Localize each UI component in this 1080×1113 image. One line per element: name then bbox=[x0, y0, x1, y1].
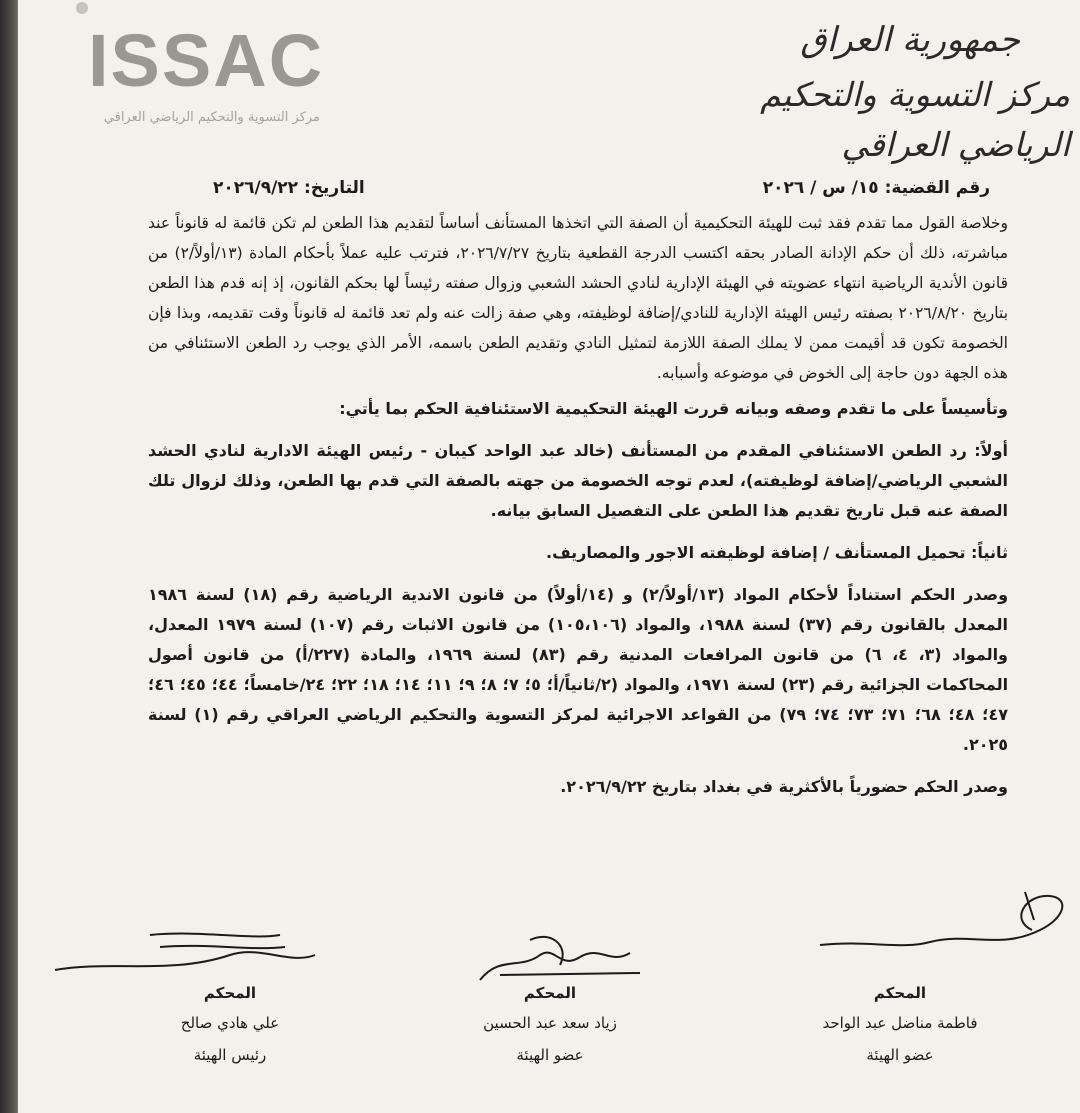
signature-right-image bbox=[810, 890, 1080, 970]
paragraph-decision-intro: وتأسيساً على ما تقدم وصفه وبيانه قررت الهيئة التحكيمية الاستئنافية الحكم بما يأتي: bbox=[339, 399, 1008, 418]
paragraph-second-ruling: ثانياً: تحميل المستأنف / إضافة لوظيفته الاجور والمصاريف. bbox=[546, 543, 1008, 562]
decision-body bbox=[148, 208, 1008, 802]
signature-name: علي هادي صالح bbox=[180, 1014, 280, 1032]
overlay-dot bbox=[76, 2, 88, 14]
signature-role: المحكم bbox=[523, 984, 577, 1002]
case-date: التاريخ: ٢٠٢٦/٩/٢٢ bbox=[213, 178, 365, 198]
letterhead-line1: جمهورية العراق bbox=[800, 20, 1020, 60]
signature-block-right bbox=[790, 980, 1010, 1070]
signature-name: فاطمة مناضل عبد الواحد bbox=[822, 1014, 978, 1032]
logo-subtitle: مركز التسوية والتحكيم الرياضي العراقي bbox=[103, 110, 320, 125]
signature-block-middle bbox=[440, 980, 660, 1070]
paragraph-legal-basis: وصدر الحكم استناداً لأحكام المواد (١٣/أولاً/٢) و (١٤/أولاً) من قانون الاندية الرياضية رقم (١٨) لسنة ١٩٨٦ المعدل بالقانون رقم (٣٧) لسنة ١٩٨٨، والمواد (١٠٥،١٠٦) من قانون الاثبات رقم (١٠٧) لسنة ١٩٧٩ المعدل، والمواد (٣، ٤، ٦) من قانون المرافعات المدنية رقم (٨٣) لسنة ١٩٦٩، والمادة (٢٢٧/أ) من قانون أصول المحاكمات الجزائية رقم (٢٣) لسنة ١٩٧١، والمواد (٢/ثانياً/أ؛ ٥؛ ٧؛ ٨؛ ٩؛ ١١؛ ١٤؛ ١٨؛ ٢٢؛ ٢٤/خامساً؛ ٤٤؛ ٤٥؛ ٤٦؛ ٤٧؛ ٤٨؛ ٦٨؛ ٧١؛ ٧٣؛ ٧٤؛ ٧٩) من القواعد الاجرائية لمركز التسوية والتحكيم الرياضي العراقي رقم (١) لسنة ٢٠٢٥. bbox=[148, 585, 1009, 754]
paragraph-issuance: وصدر الحكم حضورياً بالأكثرية في بغداد بتاريخ ٢٠٢٦/٩/٢٢. bbox=[560, 777, 1008, 796]
paragraph-first-ruling: أولاً: رد الطعن الاستئنافي المقدم من المستأنف (خالد عبد الواحد كيبان - رئيس الهيئة الادارية لنادي الحشد الشعبي الرياضي/إضافة لوظيفته)، لعدم توجه الخصومة من جهته بالصفة التي قدم بها الطعن، وذلك لزوال تلك الصفة عنه قبل تاريخ تقديم هذا الطعن على التفصيل السابق بيانه. bbox=[148, 441, 1008, 520]
letterhead-line2: مركز التسوية والتحكيم الرياضي العراقي bbox=[760, 75, 1070, 164]
signature-title: عضو الهيئة bbox=[516, 1046, 584, 1064]
signature-title: عضو الهيئة bbox=[866, 1046, 934, 1064]
logo-text: ISSAC bbox=[88, 19, 325, 102]
signature-role: المحكم bbox=[203, 984, 257, 1002]
letterhead bbox=[710, 10, 1070, 164]
case-number: رقم القضية: ١٥/ س / ٢٠٢٦ bbox=[762, 178, 990, 198]
issac-logo bbox=[88, 18, 328, 138]
paragraph-summary: وخلاصة القول مما تقدم فقد ثبت للهيئة التحكيمية أن الصفة التي اتخذها المستأنف أساساً لتقديم هذا الطعن لم تكن قائمة له قانوناً عند مباشرته، ذلك أن حكم الإدانة الصادر بحقه اكتسب الدرجة القطعية بتاريخ ٢٠٢٦/٧/٢٧، فترتب عليه عملاً بأحكام المادة (١٣/أولاً/٢) من قانون الأندية الرياضية انتهاء عضويته في الهيئة الإدارية لنادي الحشد الشعبي وزوال صفته رئيساً لها بحكم القانون، إذ إنه قدم هذا الطعن بتاريخ ٢٠٢٦/٨/٢٠ بصفته رئيس الهيئة الإدارية للنادي/إضافة لوظيفته، وهي صفة زالت عنه ولم تعد قائمة له قانوناً وقت تقديمه، وبذا فإن الخصومة تكون قد أقيمت ممن لا يملك الصفة اللازمة لتمثيل النادي وتقديم الطعن باسمه، الأمر الذي يوجب رد الطعن الاستئنافي من هذه الجهة دون حاجة إلى الخوض في موضوعه وأسبابه. bbox=[148, 214, 1009, 382]
signature-name: زياد سعد عبد الحسين bbox=[483, 1014, 617, 1032]
signature-block-left bbox=[120, 980, 340, 1070]
signature-title: رئيس الهيئة bbox=[193, 1046, 267, 1064]
signatures-area bbox=[0, 890, 1080, 1113]
signature-role: المحكم bbox=[873, 984, 927, 1002]
